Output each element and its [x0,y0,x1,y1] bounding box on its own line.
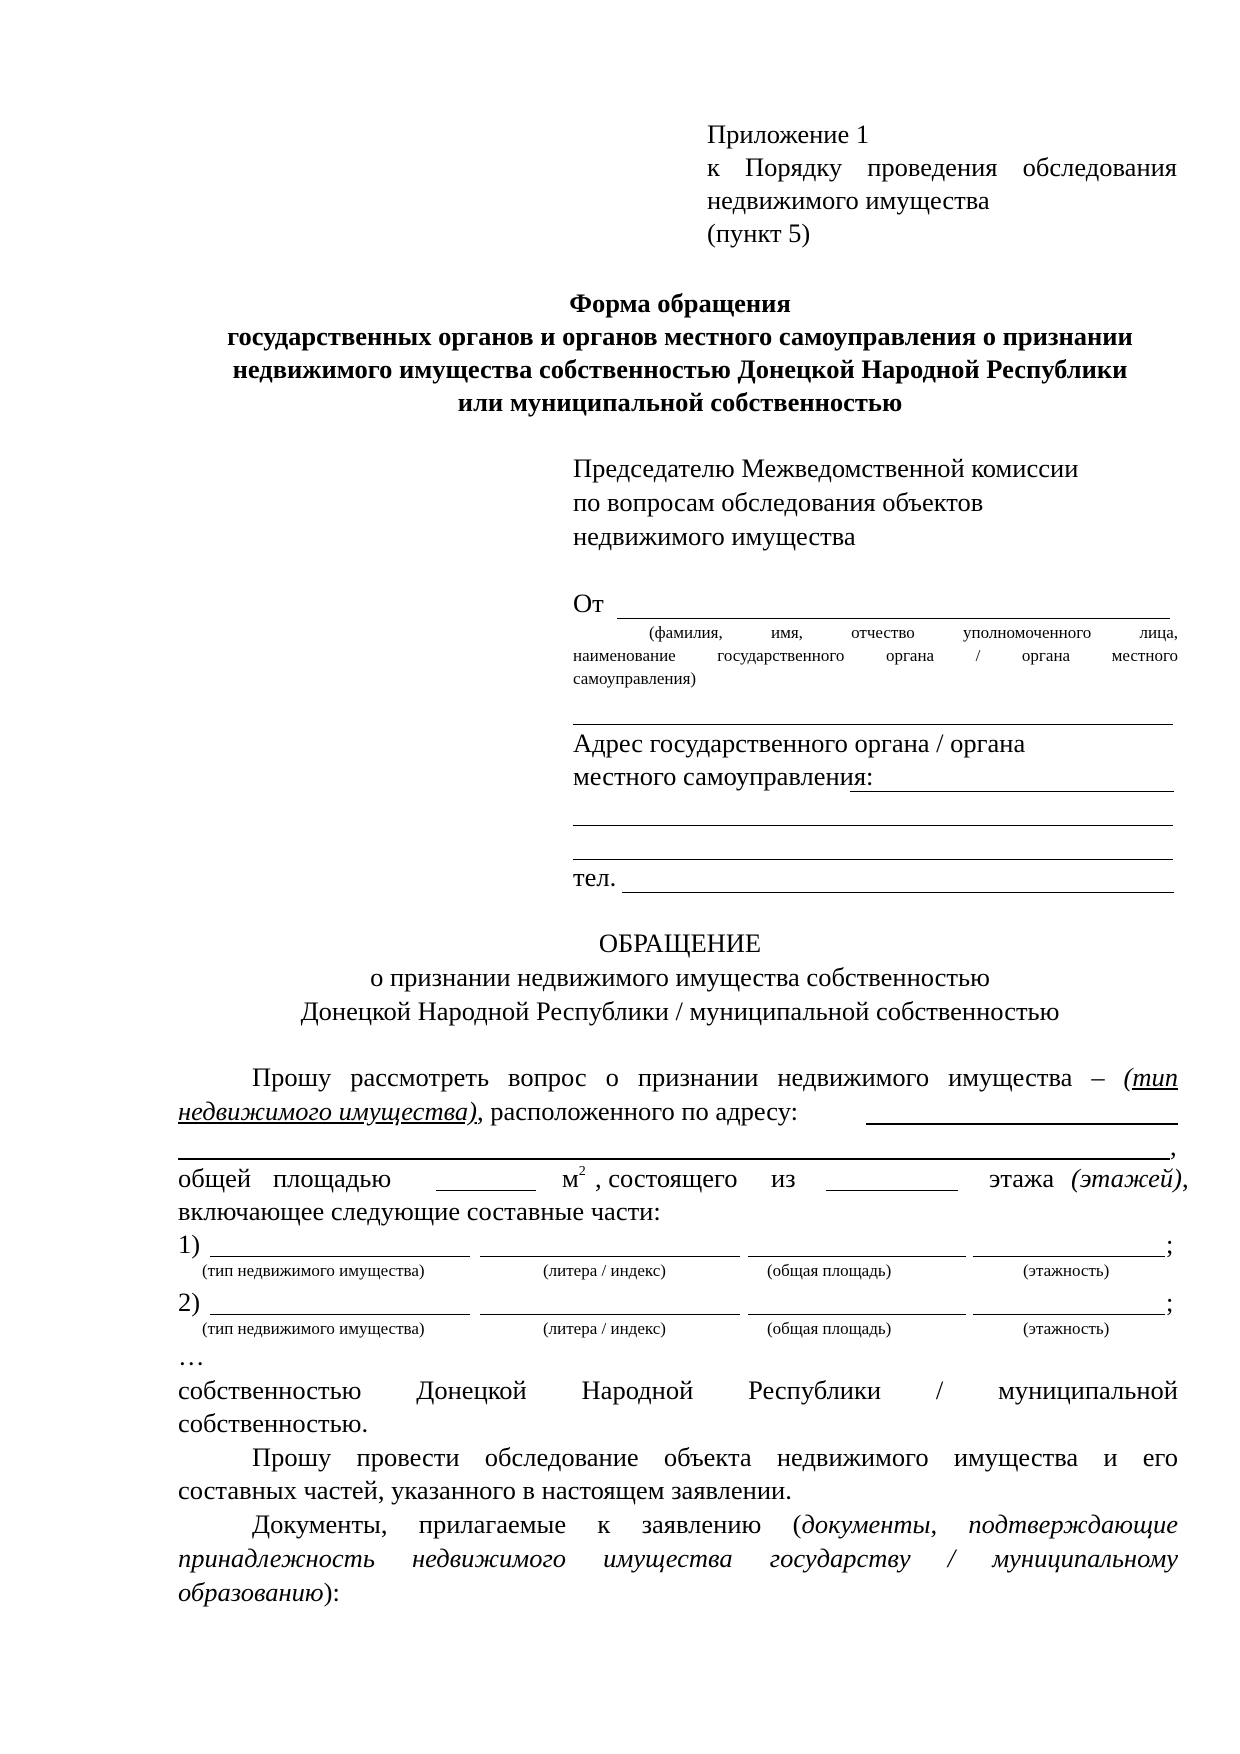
property-address-input[interactable] [866,1123,1178,1125]
part-1-end: ; [1166,1229,1174,1259]
part-1-hint-type: (тип недвижимого имущества) [202,1261,425,1280]
floors-hint: (этажей), [1071,1163,1189,1193]
from-hint-line3: самоуправления) [573,669,697,688]
ownership-word: Донецкой [416,1375,527,1405]
documents-line3: образованию): [178,1577,340,1607]
part-2-hint-floors: (этажность) [1023,1319,1110,1338]
area-unit: $м^2$ [562,1163,586,1193]
ownership-word: муниципальной [998,1375,1178,1405]
ownership-word: собственностью [178,1375,362,1405]
address-underline [850,791,1174,792]
phone-underline [622,892,1174,893]
area-word2: площадью [273,1163,392,1193]
property-type-hint: (тип [1123,1062,1179,1092]
part-2-litera-input[interactable] [480,1314,740,1315]
address-underline-3[interactable] [573,859,1173,860]
part-2-end: ; [1166,1287,1174,1317]
documents-hint: документы, подтверждающие [801,1509,1178,1539]
address-comma: , [1170,1131,1177,1161]
phone-label: тел. [573,862,617,892]
survey-request-line2: составных частей, указанного в настоящем заявлении. [178,1475,792,1505]
area-word1: общей [178,1163,252,1193]
area-from: из [771,1163,796,1193]
area-after-unit: , состоящего [595,1163,738,1193]
ownership-word: Народной [581,1375,694,1405]
part-1-number: 1) [178,1229,201,1259]
phone-input[interactable] [622,861,1174,892]
part-2-number: 2) [178,1287,201,1317]
appeal-title: ОБРАЩЕНИЕ [598,928,762,958]
address-input[interactable] [850,760,1174,791]
appendix-reference: к Порядку проведения обследования [707,152,1177,182]
from-hint-line2: наименование государственного органа / органа местного [573,646,1178,665]
part-1-type-input[interactable] [210,1256,470,1257]
property-address-input-2[interactable] [178,1158,1170,1160]
appendix-clause: (пункт 5) [707,218,811,248]
part-1-floors-input[interactable] [973,1256,1165,1257]
appeal-subtitle-line1: о признании недвижимого имущества собственностью [370,962,990,992]
documents-line2: принадлежность недвижимого имущества государству / муниципальному [178,1543,1178,1573]
addressee-line2: по вопросам обследования объектов [573,487,984,517]
from-input[interactable] [617,587,1170,618]
area-floors-line [178,1162,1189,1195]
addressee-line1: Председателю Межведомственной комиссии [573,453,1079,483]
survey-request-line1: Прошу провести обследование объекта недвижимого имущества и его [252,1442,1178,1472]
address-intro: , расположенного по адресу: [476,1096,798,1126]
appendix-number: Приложение 1 [707,119,870,149]
from-underline [617,618,1170,619]
address-underline-2[interactable] [573,825,1173,826]
from-extra-underline[interactable] [573,724,1173,725]
floors-word: этажа [989,1163,1055,1193]
appeal-subtitle-line2: Донецкой Народной Республики / муниципальной собственностью [300,996,1060,1026]
from-label: От [573,588,604,618]
part-1-area-input[interactable] [748,1256,966,1257]
address-label-line1: Адрес государственного органа / органа [573,728,1026,758]
appendix-reference-cont: недвижимого имущества [707,185,990,215]
part-2-area-input[interactable] [748,1314,966,1315]
request-paragraph-line2 [178,1095,798,1128]
from-hint-line1: (фамилия, имя, отчество уполномоченного лица, [649,623,1178,642]
request-text: Прошу рассмотреть вопрос о признании недвижимого имущества – [252,1062,1105,1092]
parts-intro: включающее следующие составные части: [178,1196,661,1226]
area-input[interactable] [436,1190,536,1191]
part-1-hint-litera: (литера / индекс) [543,1261,666,1280]
ownership-line2: собственностью. [178,1408,369,1438]
documents-line1: Документы, прилагаемые к заявлению (документы, подтверждающие [252,1509,1178,1539]
ellipsis: … [178,1341,205,1371]
part-1-hint-floors: (этажность) [1023,1261,1110,1280]
part-2-hint-type: (тип недвижимого имущества) [202,1319,425,1338]
part-2-hint-litera: (литера / индекс) [543,1319,666,1338]
form-title-line3: недвижимого имущества собственностью Донецкой Народной Республики [232,354,1128,384]
part-1-hint-area: (общая площадь) [767,1261,892,1280]
floors-input[interactable] [826,1190,958,1191]
form-title-line4: или муниципальной собственностью [457,387,903,417]
part-2-floors-input[interactable] [973,1314,1165,1315]
ownership-word: / [935,1375,944,1405]
property-type-hint-cont: недвижимого имущества) [178,1096,477,1126]
ownership-word: Республики [748,1375,882,1405]
part-2-type-input[interactable] [210,1314,470,1315]
request-paragraph-line1 [178,1061,1178,1094]
ownership-line1 [178,1374,1178,1407]
addressee-line3: недвижимого имущества [573,521,856,551]
form-title: Форма обращения [569,288,791,318]
form-title-line2: государственных органов и органов местного самоуправления о признании [227,321,1133,351]
part-1-litera-input[interactable] [480,1256,740,1257]
address-label-line2: местного самоуправления: [573,761,874,791]
part-2-hint-area: (общая площадь) [767,1319,892,1338]
